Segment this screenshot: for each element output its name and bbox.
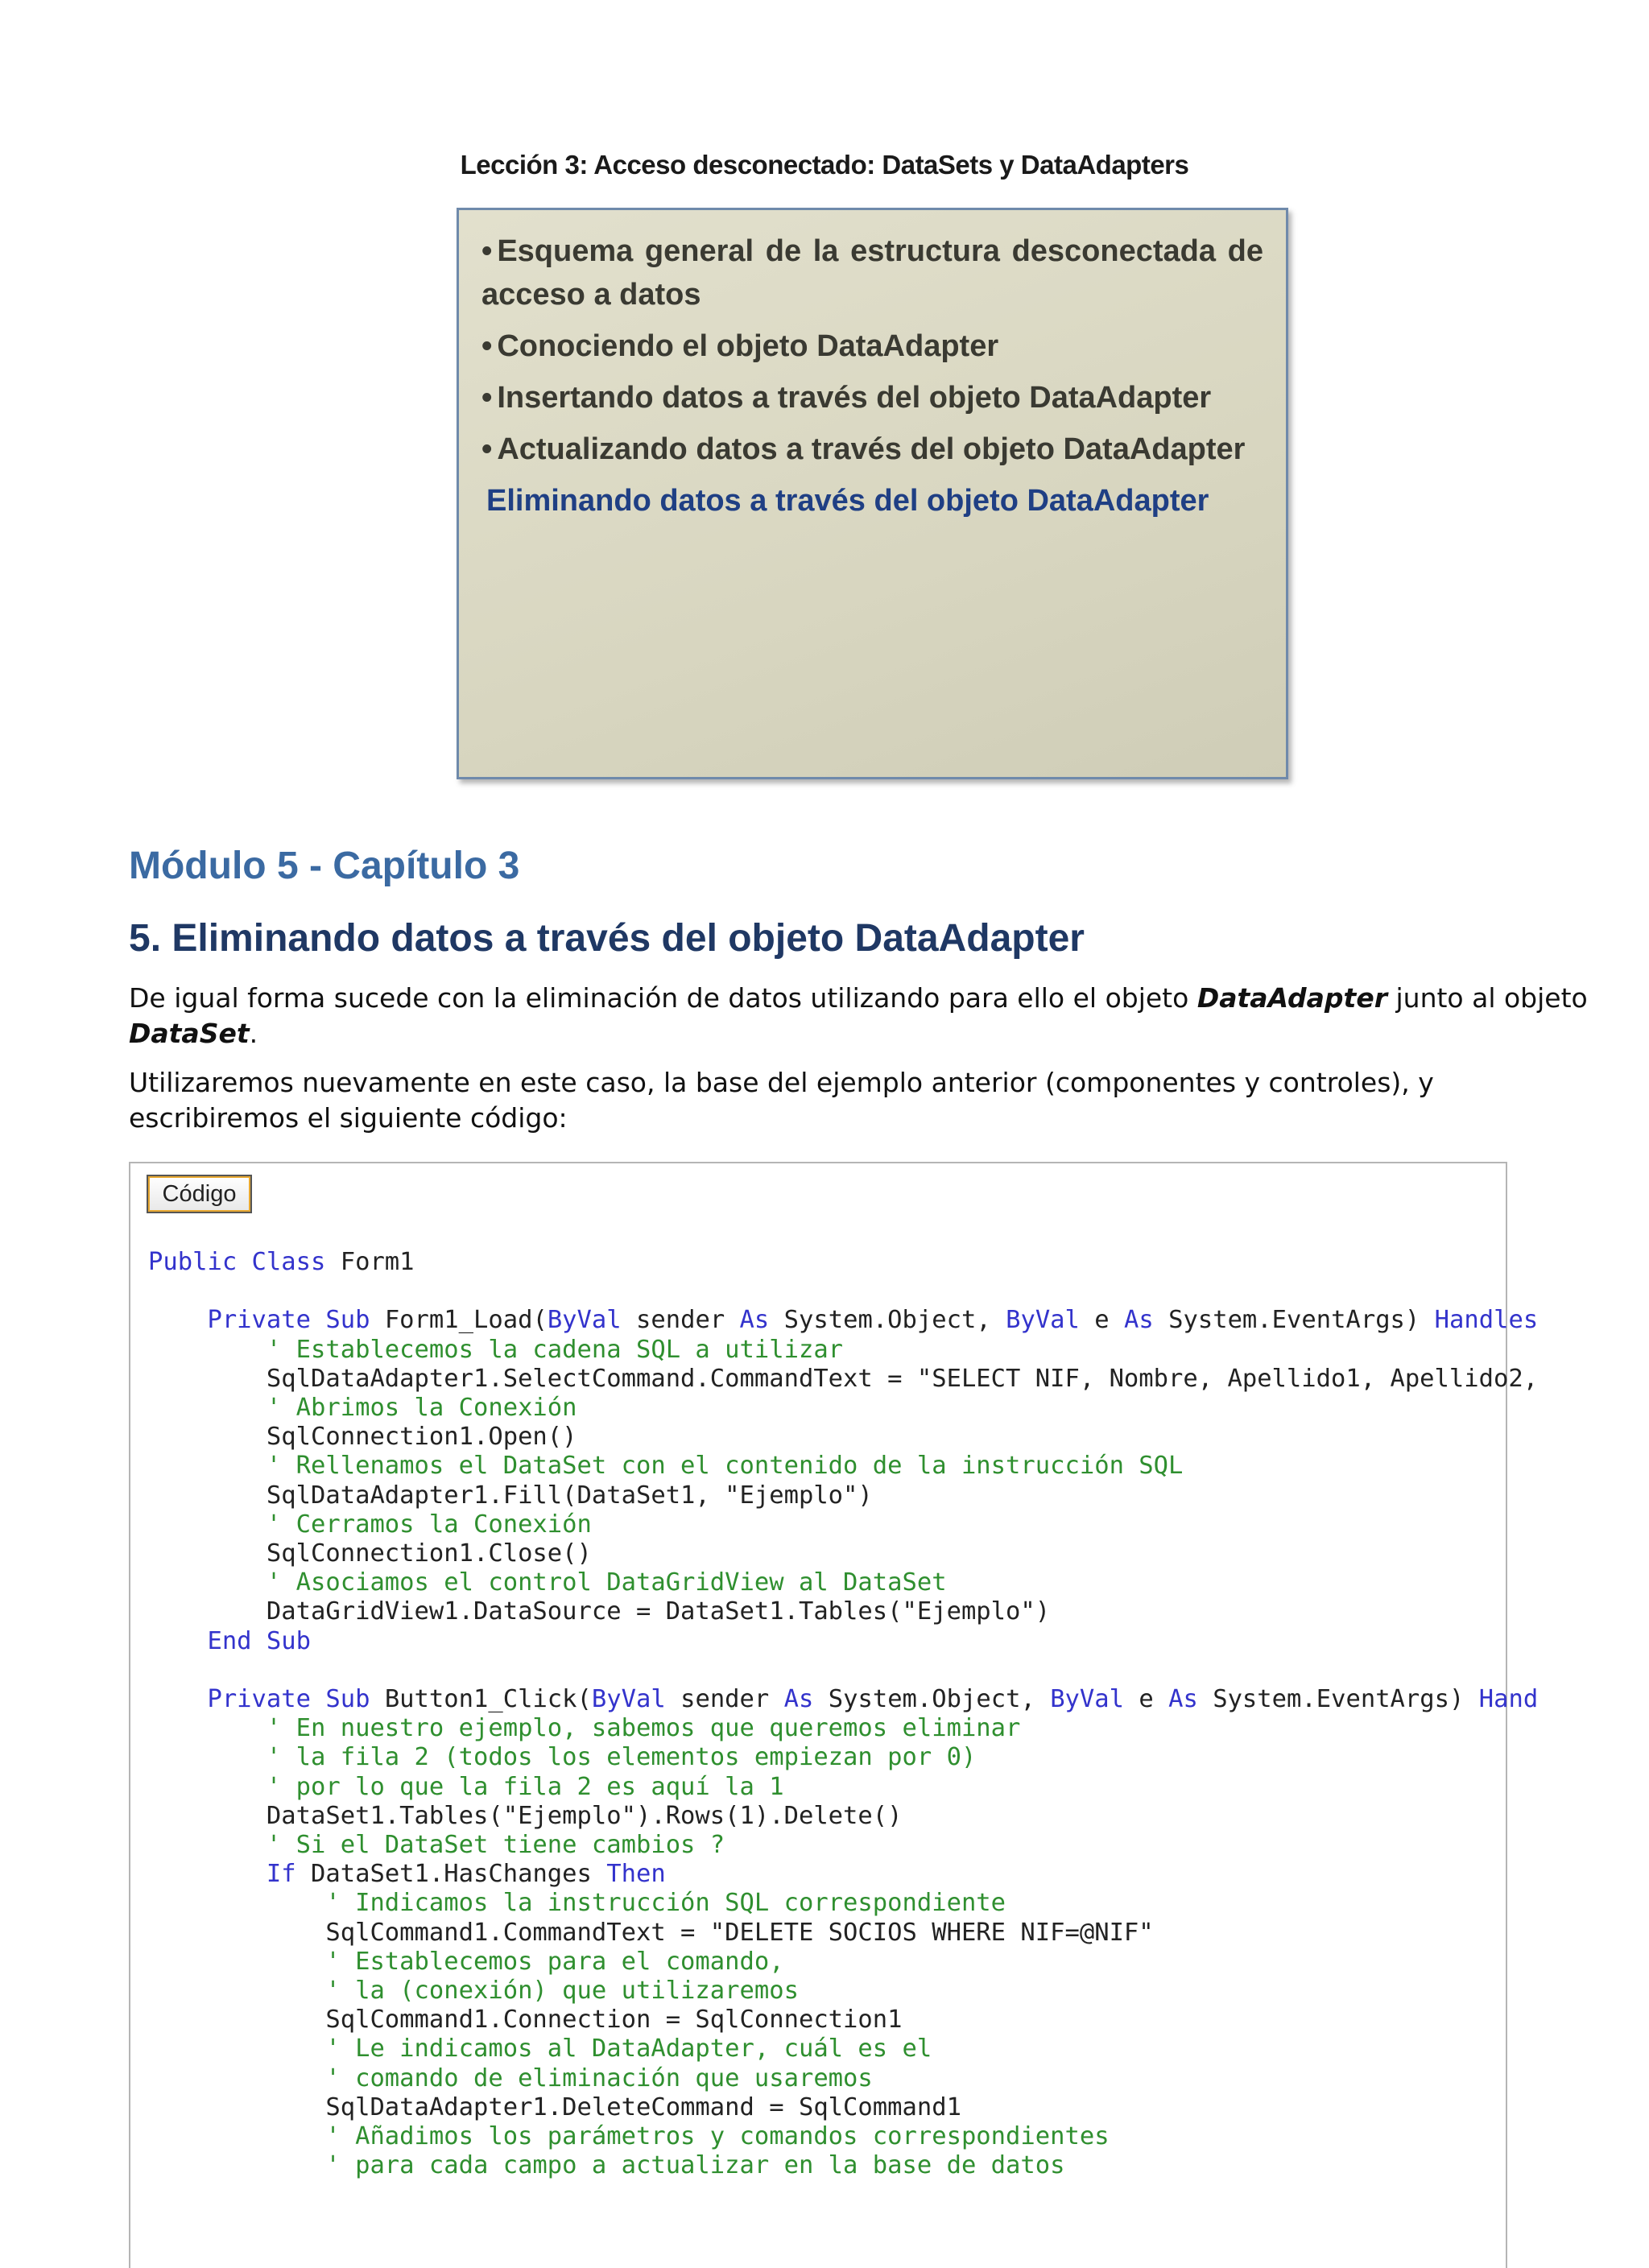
module-title: Módulo 5 - Capítulo 3 [129, 845, 520, 887]
code-text [148, 1948, 325, 1976]
code-line [148, 1394, 1538, 1423]
code-line [148, 2035, 1538, 2064]
section-title: 5. Eliminando datos a través del objeto DataAdapter [129, 917, 1085, 960]
code-text: System.EventArgs) [1197, 1685, 1479, 1714]
paragraph-text: junto al objeto [1387, 982, 1588, 1014]
code-line [148, 1248, 1538, 1277]
code-text: SqlDataAdapter1.SelectCommand.CommandText = "SELECT NIF, Nombre, Apellido1, Apellido2, [148, 1364, 1539, 1393]
code-line [148, 2064, 1538, 2093]
code-line [148, 2006, 1538, 2035]
code-text: Button1_Click( [370, 1685, 592, 1714]
code-keyword: Public Class [148, 1248, 326, 1276]
paragraph [129, 981, 1610, 1051]
code-keyword: ByVal [547, 1306, 622, 1335]
bullet-icon: • [481, 329, 493, 363]
code-comment: ' Indicamos la instrucción SQL correspondiente [325, 1889, 1006, 1918]
slide-item-text: Esquema general de la estructura desconectada de acceso a datos [481, 234, 1263, 312]
code-keyword: Then [606, 1860, 666, 1889]
code-line [148, 2093, 1538, 2122]
code-text: e [1079, 1306, 1125, 1335]
code-text [148, 1977, 325, 2005]
code-line [148, 1889, 1538, 1918]
code-comment: ' Le indicamos al DataAdapter, cuál es el [325, 2035, 932, 2064]
slide-item-text: Conociendo el objeto DataAdapter [497, 329, 999, 363]
code-keyword: Handles [1434, 1306, 1539, 1335]
code-keyword: ByVal [591, 1685, 666, 1714]
code-block [129, 1162, 1539, 2268]
code-text [148, 2151, 325, 2179]
code-text: System.Object, [769, 1306, 1006, 1335]
slide-title: Lección 3: Acceso desconectado: DataSets y DataAdapters [460, 150, 1189, 180]
code-text: System.EventArgs) [1153, 1306, 1435, 1335]
code-text [148, 1394, 267, 1422]
code-text: DataSet1.HasChanges [295, 1860, 607, 1889]
code-line [148, 1656, 1538, 1685]
code-listing [148, 1248, 1538, 2181]
bullet-icon: • [481, 432, 493, 466]
code-comment: ' En nuestro ejemplo, sabemos que queremos eliminar [266, 1714, 1021, 1743]
code-keyword: Private Sub [207, 1306, 370, 1335]
code-text [148, 1685, 207, 1713]
paragraph-text: . [249, 1018, 258, 1049]
code-keyword: Hand [1478, 1685, 1539, 1714]
code-text: SqlConnection1.Open() [148, 1423, 577, 1452]
code-text: SqlConnection1.Close() [148, 1539, 592, 1568]
code-text: DataSet1.Tables("Ejemplo").Rows(1).Delete() [148, 1801, 903, 1830]
code-comment: ' Añadimos los parámetros y comandos correspondientes [325, 2122, 1110, 2151]
code-comment: ' Asociamos el control DataGridView al DataSet [266, 1568, 947, 1597]
code-text: Form1 [325, 1248, 415, 1276]
code-keyword: If [266, 1860, 296, 1889]
slide-item-text: Insertando datos a través del objeto DataAdapter [497, 381, 1212, 415]
code-line [148, 1365, 1538, 1394]
code-line [148, 1627, 1538, 1656]
code-comment: ' por lo que la fila 2 es aquí la 1 [266, 1772, 784, 1801]
code-text [148, 1831, 267, 1859]
code-text [148, 1743, 267, 1771]
slide-content-box [457, 208, 1288, 779]
code-comment: ' Si el DataSet tiene cambios ? [266, 1831, 725, 1860]
code-line [148, 1306, 1538, 1335]
paragraph: Utilizaremos nuevamente en este caso, la base del ejemplo anterior (componentes y controles), y escribiremos el siguiente código: [129, 1067, 1434, 1134]
bullet-icon: • [481, 381, 493, 415]
code-line [148, 1539, 1538, 1568]
code-text [148, 2064, 325, 2092]
paragraph-text: De igual forma sucede con la eliminación de datos utilizando para ello el objeto [129, 982, 1197, 1014]
code-text: sender [621, 1306, 740, 1335]
code-line [148, 1452, 1538, 1481]
slide-item [481, 376, 1263, 419]
code-line [148, 1568, 1538, 1597]
code-text: DataGridView1.DataSource = DataSet1.Tables("Ejemplo") [148, 1597, 1051, 1626]
code-keyword: Private Sub [207, 1685, 370, 1714]
code-line [148, 1743, 1538, 1772]
code-text [148, 1452, 267, 1480]
code-line [148, 1685, 1538, 1714]
code-line [148, 1510, 1538, 1539]
code-keyword: End Sub [207, 1626, 311, 1655]
code-tab[interactable]: Código [147, 1175, 252, 1213]
code-comment: ' Cerramos la Conexión [266, 1510, 592, 1539]
code-text: System.Object, [813, 1685, 1051, 1714]
code-line [148, 1919, 1538, 1948]
code-line [148, 1773, 1538, 1802]
code-keyword: ByVal [1050, 1685, 1125, 1714]
bullet-icon: • [481, 234, 493, 268]
code-comment: ' comando de eliminación que usaremos [325, 2064, 873, 2092]
code-text: SqlDataAdapter1.DeleteCommand = SqlCommand1 [148, 2092, 961, 2121]
emphasis-dataadapter: DataAdapter [1196, 982, 1387, 1014]
code-comment: ' Abrimos la Conexión [266, 1394, 577, 1423]
code-text: e [1124, 1685, 1169, 1714]
code-keyword: As [1168, 1685, 1198, 1714]
code-comment: ' Establecemos la cadena SQL a utilizar [266, 1335, 844, 1364]
code-line [148, 2151, 1538, 2180]
code-comment: ' para cada campo a actualizar en la base de datos [325, 2151, 1065, 2180]
code-keyword: As [739, 1306, 770, 1335]
code-keyword: As [783, 1685, 814, 1714]
code-text: Form1_Load( [370, 1306, 548, 1335]
code-text: SqlCommand1.CommandText = "DELETE SOCIOS WHERE NIF=@NIF" [148, 1918, 1154, 1947]
code-text [148, 1860, 267, 1888]
code-text: SqlDataAdapter1.Fill(DataSet1, "Ejemplo") [148, 1481, 873, 1510]
code-text [148, 1627, 207, 1655]
code-text [148, 1568, 267, 1597]
code-keyword: As [1124, 1306, 1154, 1335]
code-text [148, 2035, 325, 2063]
slide-item [481, 229, 1263, 316]
slide-item [481, 324, 1263, 368]
emphasis-dataset: DataSet [129, 1018, 250, 1049]
code-text: sender [665, 1685, 784, 1714]
code-line [148, 1714, 1538, 1743]
code-line [148, 1597, 1538, 1626]
code-text [148, 1336, 267, 1364]
code-line [148, 1481, 1538, 1510]
code-line [148, 1831, 1538, 1860]
code-line [148, 1802, 1538, 1831]
code-line [148, 2122, 1538, 2151]
code-text [148, 1306, 207, 1334]
slide-item-text: Actualizando datos a través del objeto DataAdapter [497, 432, 1246, 466]
slide-item-current [481, 479, 1263, 523]
code-text [148, 1773, 267, 1801]
code-comment: ' Rellenamos el DataSet con el contenido de la instrucción SQL [266, 1452, 1184, 1481]
code-comment: ' Establecemos para el comando, [325, 1947, 784, 1976]
code-line [148, 1860, 1538, 1889]
code-text [148, 1889, 325, 1917]
code-line [148, 1948, 1538, 1977]
code-line [148, 1277, 1538, 1306]
code-line [148, 1977, 1538, 2006]
code-comment: ' la fila 2 (todos los elementos empiezan por 0) [266, 1743, 977, 1772]
code-text [148, 1714, 267, 1742]
slide-item-text: Eliminando datos a través del objeto DataAdapter [486, 484, 1209, 518]
code-keyword: ByVal [1006, 1306, 1080, 1335]
code-text [148, 1510, 267, 1539]
code-line [148, 1423, 1538, 1452]
slide-item [481, 428, 1263, 471]
code-text: SqlCommand1.Connection = SqlConnection1 [148, 2006, 903, 2035]
code-comment: ' la (conexión) que utilizaremos [325, 1977, 799, 2006]
code-line [148, 1336, 1538, 1365]
code-text [148, 2122, 325, 2150]
